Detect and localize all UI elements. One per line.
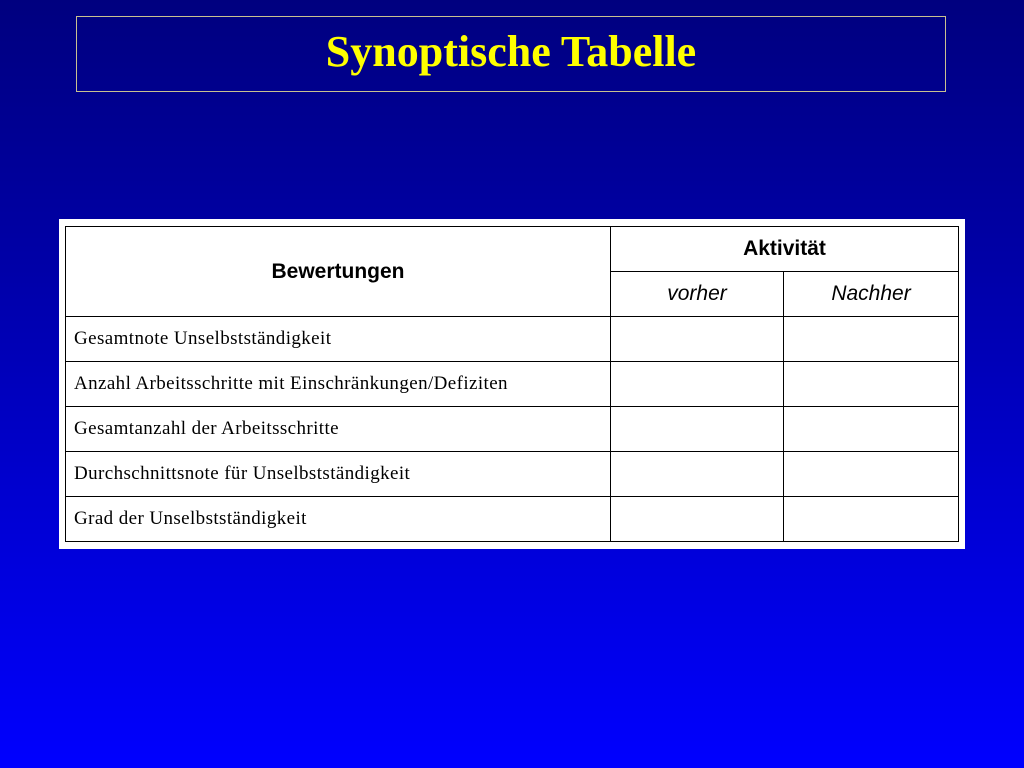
table-row [66, 362, 959, 407]
table-row [66, 317, 959, 362]
header-bewertungen: Bewertungen [66, 227, 611, 317]
row-label: Anzahl Arbeitsschritte mit Einschränkungen/Defiziten [66, 362, 611, 407]
table-row [66, 452, 959, 497]
row-label: Grad der Unselbstständigkeit [66, 497, 611, 542]
cell-vorher [611, 452, 784, 497]
table-header-row [66, 227, 959, 272]
cell-nachher [784, 362, 959, 407]
header-aktivitaet: Aktivität [611, 227, 959, 272]
cell-nachher [784, 317, 959, 362]
header-nachher: Nachher [784, 272, 959, 317]
slide-title: Synoptische Tabelle [325, 27, 697, 76]
row-label: Durchschnittsnote für Unselbstständigkeit [66, 452, 611, 497]
cell-vorher [611, 497, 784, 542]
slide-title-box [76, 16, 946, 92]
synoptic-table [65, 226, 959, 542]
cell-vorher [611, 407, 784, 452]
table-row [66, 497, 959, 542]
cell-nachher [784, 452, 959, 497]
row-label: Gesamtnote Unselbstständigkeit [66, 317, 611, 362]
row-label: Gesamtanzahl der Arbeitsschritte [66, 407, 611, 452]
table-panel [59, 219, 965, 549]
cell-vorher [611, 362, 784, 407]
cell-nachher [784, 407, 959, 452]
cell-vorher [611, 317, 784, 362]
header-vorher: vorher [611, 272, 784, 317]
cell-nachher [784, 497, 959, 542]
table-row [66, 407, 959, 452]
